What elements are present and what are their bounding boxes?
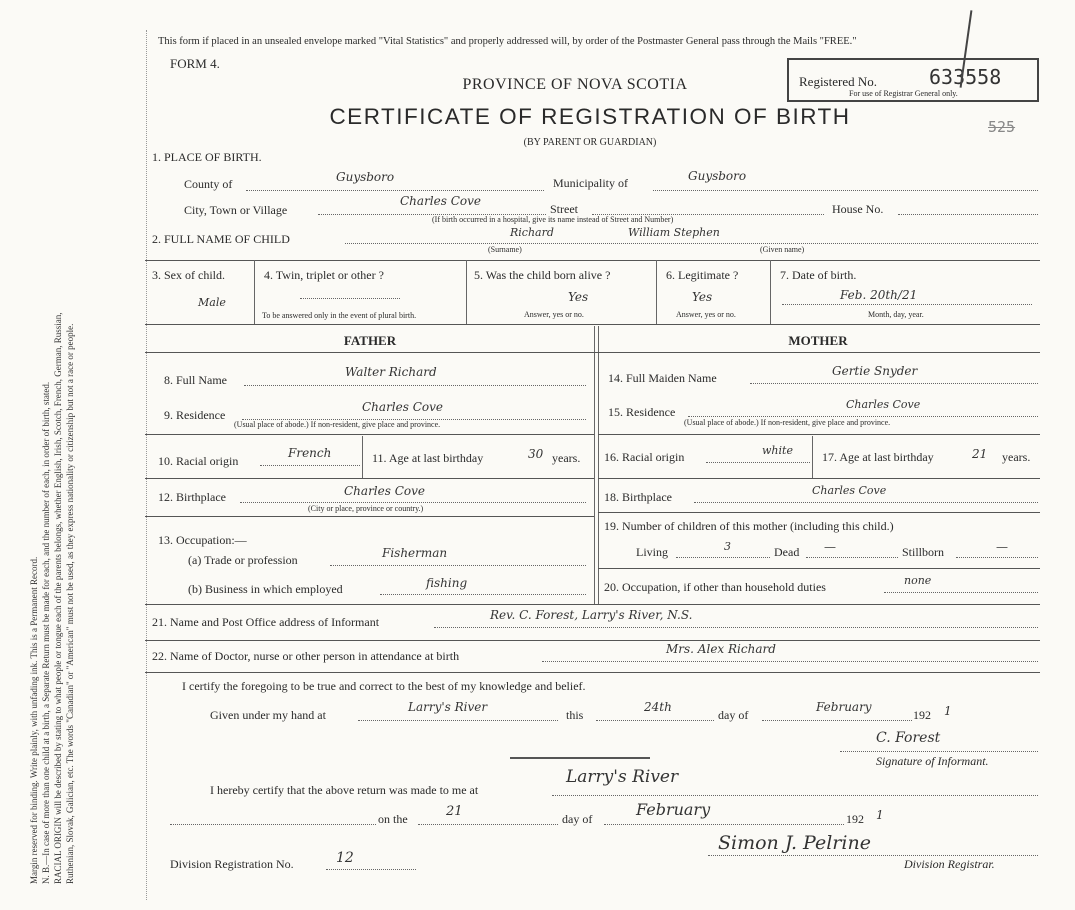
mother-birthplace: Charles Cove [812,484,887,497]
rule [145,478,594,479]
dead-value: — [824,540,836,554]
margin-line: RACIAL ORIGIN will be described by stating to what people or tongue each of the parents belongs, whether English, Irish, Scotch, French, German, Russian, [53,312,63,884]
margin-line: Ruthenian, Slovak, Galician, etc. The words "Canadian" or "American" must not be used, as they express nationality or citizenship but not a race or people. [65,323,75,884]
mother-name-line [750,383,1038,384]
binding-margin-instructions [28,64,88,884]
child-given-name: William Stephen [628,226,720,239]
dead-line [806,557,898,558]
rule [145,324,1040,325]
father-birthplace-line [240,502,586,503]
parents-divider [598,326,599,604]
mother-birthplace-label: 18. Birthplace [604,490,672,504]
rule [598,512,1040,513]
informant-line [434,627,1038,628]
division-line [326,869,416,870]
registered-number-stamp: 633558 [929,65,1002,89]
registrar-day: 21 [446,804,463,819]
rule [770,260,771,324]
doctor-line [542,661,1038,662]
informant-label: 21. Name and Post Office address of Informant [152,615,380,629]
children-count-label: 19. Number of children of this mother (including this child.) [604,519,894,533]
year-digit: 1 [944,704,952,718]
registrar-month: February [636,800,711,819]
father-header: FATHER [343,333,397,348]
certify-text: I certify the foregoing to be true and correct to the best of my knowledge and belief. [182,679,586,693]
doctor-label: 22. Name of Doctor, nurse or other person in attendance at birth [152,649,460,663]
mother-occupation-line [884,592,1038,593]
rule [145,260,1040,261]
given-at-value: Larry's River [408,700,488,714]
registrar-day-line [418,824,558,825]
living-label: Living [636,545,668,559]
rule [362,436,363,478]
registrar-month-line [604,824,844,825]
trade-label: (a) Trade or profession [188,553,298,567]
county-label: County of [184,177,233,191]
mother-residence-note: (Usual place of abode.) If non-resident, give place and province. [684,418,891,427]
rule [145,516,594,517]
father-name-line [244,385,586,386]
mother-header: MOTHER [788,333,848,348]
informant-signature: C. Forest [876,730,941,746]
twin-label: 4. Twin, triplet or other ? [264,268,384,282]
father-residence-note: (Usual place of abode.) If non-resident, give place and province. [234,420,441,429]
rule [598,568,1040,569]
signature-label: Signature of Informant. [876,754,989,768]
dob-note: Month, day, year. [868,310,924,319]
alive-note: Answer, yes or no. [524,310,584,319]
province-heading: PROVINCE OF NOVA SCOTIA [462,76,688,93]
father-racial-line [260,465,360,466]
rule [145,604,1040,605]
mother-residence-line [688,416,1038,417]
registered-label: Registered No. [799,74,877,89]
doctor-value: Mrs. Alex Richard [666,642,776,656]
filler-line [170,824,376,825]
business-label: (b) Business in which employed [188,582,343,596]
mother-name: Gertie Snyder [832,364,918,378]
stillborn-label: Stillborn [902,545,945,559]
twin-line [300,298,400,299]
registrar-text: I hereby certify that the above return was made to me at [210,783,479,797]
father-name-label: 8. Full Name [164,373,227,387]
house-number-line [898,214,1038,215]
stillborn-line [956,557,1038,558]
house-number-label: House No. [832,202,884,216]
sex-value: Male [198,296,226,309]
day-line [596,720,714,721]
mother-residence: Charles Cove [846,398,921,411]
father-racial: French [288,446,332,460]
division-number: 12 [336,850,354,866]
given-at-label: Given under my hand at [210,708,326,722]
old-number-stamp: 525 [988,118,1016,136]
hospital-note: (If birth occurred in a hospital, give its name instead of Street and Number) [432,215,674,224]
father-years: years. [552,451,581,465]
registrar-only-note: For use of Registrar General only. [849,89,958,98]
mother-residence-label: 15. Residence [608,405,676,419]
mother-name-label: 14. Full Maiden Name [608,371,717,385]
rule [466,260,467,324]
rule [254,260,255,324]
certificate-subtitle: (BY PARENT OR GUARDIAN) [523,137,657,148]
father-birthplace-label: 12. Birthplace [158,490,226,504]
street-label: Street [550,202,578,216]
city-value: Charles Cove [400,194,481,208]
registrar-title: Division Registrar. [904,857,995,871]
father-birthplace-note: (City or place, province or country.) [308,504,424,513]
legitimate-note: Answer, yes or no. [676,310,736,319]
county-value: Guysboro [336,170,395,184]
dead-label: Dead [774,545,800,559]
on-the-label: on the [378,812,408,826]
given-name-note: (Given name) [760,245,805,254]
rule [656,260,657,324]
given-at-line [358,720,558,721]
mother-age: 21 [972,447,988,461]
father-trade: Fisherman [382,546,448,560]
month-line [762,720,912,721]
municipality-label: Municipality of [553,176,628,190]
form-number: FORM 4. [170,56,220,71]
registrar-place-line [552,795,1038,796]
registered-number-box [787,58,1039,102]
father-occupation-label: 13. Occupation:— [158,533,247,547]
living-value: 3 [724,540,731,553]
mother-racial-label: 16. Racial origin [604,450,685,464]
rule [145,434,594,435]
place-of-birth-heading: 1. PLACE OF BIRTH. [152,150,262,164]
alive-label: 5. Was the child born alive ? [474,268,611,282]
alive-value: Yes [568,290,589,304]
dob-line [782,304,1032,305]
division-label: Division Registration No. [170,857,294,871]
pen-line [510,757,650,759]
registrar-year-prefix: 192 [846,812,864,826]
sex-label: 3. Sex of child. [152,268,225,282]
twin-note: To be answered only in the event of plural birth. [262,311,417,320]
rule [145,672,1040,673]
mother-racial: white [762,444,793,457]
registrar-signature-line [708,855,1038,856]
mother-occupation: none [904,574,932,587]
mother-racial-line [706,462,810,463]
father-age: 30 [528,447,544,461]
city-label: City, Town or Village [184,203,288,217]
rule [145,352,1040,353]
father-racial-label: 10. Racial origin [158,454,239,468]
registrar-place: Larry's River [566,767,679,787]
dob-value: Feb. 20th/21 [840,288,918,302]
registrar-year-digit: 1 [876,808,884,822]
father-business: fishing [426,576,468,590]
binding-margin-rule [146,30,147,900]
postal-notice: This form if placed in an unsealed envelope marked "Vital Statistics" and properly addressed will, by order of the Postmaster General pass through the Mails "FREE." [158,36,857,47]
rule [145,640,1040,641]
parents-divider [594,326,595,604]
certify-month: February [816,700,872,714]
trade-line [330,565,586,566]
rule [812,436,813,478]
business-line [380,594,586,595]
this-label: this [566,708,584,722]
legitimate-value: Yes [692,290,713,304]
father-residence: Charles Cove [362,400,443,414]
mother-occupation-label: 20. Occupation, if other than household duties [604,580,826,594]
child-name-label: 2. FULL NAME OF CHILD [152,232,290,246]
father-age-label: 11. Age at last birthday [372,451,484,465]
informant-value: Rev. C. Forest, Larry's River, N.S. [490,608,693,622]
rule [598,434,1040,435]
rule [598,478,1040,479]
child-name-line [345,243,1038,244]
living-line [676,557,770,558]
signature-line [840,751,1038,752]
margin-line: N. B.—In case of more than one child at a birth, a Separate Return must be made for each, and the number of each, in order of birth, stated. [41,381,51,884]
year-prefix: 192 [913,708,931,722]
registrar-day-of-label: day of [562,812,593,826]
margin-line: Margin reserved for binding. Write plainly, with unfading ink. This is a Permanent Record. [29,556,39,884]
municipality-value: Guysboro [688,169,747,183]
mother-age-label: 17. Age at last birthday [822,450,934,464]
municipality-line [653,190,1038,191]
father-residence-label: 9. Residence [164,408,226,422]
mother-birthplace-line [694,502,1038,503]
certify-day: 24th [644,700,672,714]
father-birthplace: Charles Cove [344,484,425,498]
day-of-label: day of [718,708,749,722]
dob-label: 7. Date of birth. [780,268,857,282]
child-surname: Richard [510,226,554,239]
legitimate-label: 6. Legitimate ? [666,268,739,282]
county-line [246,190,544,191]
stillborn-value: — [996,540,1008,554]
mother-years: years. [1002,450,1031,464]
certificate-title: CERTIFICATE OF REGISTRATION OF BIRTH [329,104,851,129]
father-name: Walter Richard [345,365,437,379]
registrar-signature: Simon J. Pelrine [718,832,871,854]
surname-note: (Surname) [488,245,522,254]
